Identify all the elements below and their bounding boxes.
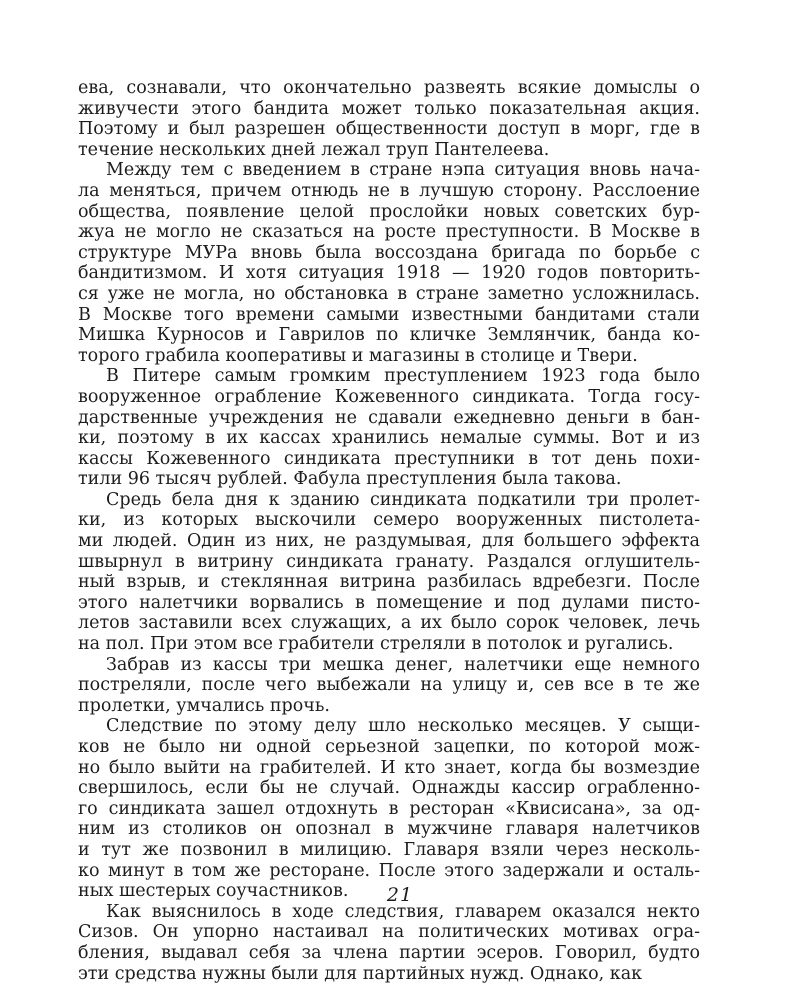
- text-line: ми людей. Один из них, не раздумывая, для большего эффекта: [78, 531, 700, 552]
- text-line: ла меняться, причем отнюдь не в лучшую сторону. Расслоение: [78, 180, 700, 201]
- text-line: тили 96 тысяч рублей. Фабула преступления была такова.: [78, 469, 622, 490]
- text-line: бандитизмом. И хотя ситуация 1918 — 1920 годов повторить-: [78, 263, 700, 284]
- text-line: В Москве того времени самыми известными бандитами стали: [78, 304, 700, 325]
- text-line: бления, выдавал себя за члена партии эсеров. Говорил, будто: [78, 942, 700, 963]
- text-line: ева, сознавали, что окончательно развеять всякие домыслы о: [78, 78, 700, 98]
- text-line: вооруженное ограбление Кожевенного синдиката. Тогда госу-: [78, 386, 700, 407]
- text-line: общества, появление целой прослойки новых советских бур-: [78, 201, 700, 222]
- text-line: торого грабила кооперативы и магазины в столице и Твери.: [78, 345, 638, 366]
- text-line: Поэтому и был разрешен общественности доступ в морг, где в: [78, 119, 700, 140]
- text-line: Как выяснилось в ходе следствия, главарем оказался некто: [106, 901, 700, 922]
- text-line: ки, поэтому в их кассах хранились немалые суммы. Вот и из: [78, 428, 700, 449]
- text-line: ки, из которых выскочили семеро вооруженных пистолета-: [78, 510, 700, 531]
- text-line: но было выйти на грабителей. И кто знает, когда бы возмездие: [78, 757, 700, 778]
- text-line: и тут же позвонил в милицию. Главаря взяли через несколь-: [78, 839, 700, 860]
- text-line: живучести этого бандита может только показательная акция.: [78, 98, 700, 119]
- text-line: Мишка Курносов и Гаврилов по кличке Землянчик, банда ко-: [78, 325, 700, 346]
- page-body: [78, 78, 700, 984]
- text-line: Средь бела дня к зданию синдиката подкатили три пролет-: [106, 489, 700, 510]
- text-line: Следствие по этому делу шло несколько месяцев. У сыщи-: [106, 716, 700, 737]
- text-line: этого налетчики ворвались в помещение и под дулами писто-: [78, 592, 700, 613]
- paragraph: [78, 366, 700, 490]
- text-line: Забрав из кассы три мешка денег, налетчики еще немного: [106, 654, 700, 675]
- text-line: ся уже не могла, но обстановка в стране заметно усложнилась.: [78, 283, 700, 304]
- text-line: постреляли, после чего выбежали на улицу и, сев все в те же: [78, 675, 700, 696]
- paragraph: [78, 655, 700, 717]
- text-line: дарственные учреждения не сдавали ежедневно деньги в бан-: [78, 407, 700, 428]
- paragraph: [78, 716, 700, 901]
- text-line: Сизов. Он упорно настаивал на политических мотивах огра-: [78, 922, 700, 943]
- text-line: ко минут в том же ресторане. После этого задержали и осталь-: [78, 860, 700, 881]
- text-line: ных шестерых соучастников.: [78, 881, 349, 902]
- text-line: го синдиката зашел отдохнуть в ресторан «Квисисана», за од-: [78, 798, 700, 819]
- text-line: кассы Кожевенного синдиката преступники в тот день похи-: [78, 448, 700, 469]
- text-line: структуре МУРа вновь была воссоздана бригада по борьбе с: [78, 242, 700, 263]
- text-line: летов заставили всех служащих, а их было сорок человек, лечь: [78, 613, 700, 634]
- text-line: жуа не могло не сказаться на росте преступности. В Москве в: [78, 222, 700, 243]
- page-number: 21: [386, 884, 414, 906]
- paragraph: [78, 78, 700, 160]
- text-line: эти средства нужны были для партийных нужд. Однако, как: [78, 963, 643, 984]
- paragraph: [78, 902, 700, 984]
- text-line: течение нескольких дней лежал труп Пантелеева.: [78, 139, 550, 160]
- text-line: Между тем с введением в стране нэпа ситуация вновь нача-: [106, 160, 700, 181]
- text-line: на пол. При этом все грабители стреляли в потолок и ругались.: [78, 634, 674, 655]
- paragraph: [78, 490, 700, 655]
- paragraph: [78, 160, 700, 366]
- text-line: пролетки, умчались прочь.: [78, 695, 330, 716]
- text-line: ним из столиков он опознал в мужчине главаря налетчиков: [78, 819, 700, 840]
- text-line: швырнул в витрину синдиката гранату. Раздался оглушитель-: [78, 551, 700, 572]
- text-line: ный взрыв, и стеклянная витрина разбилась вдребезги. После: [78, 572, 700, 593]
- text-line: свершилось, если бы не случай. Однажды кассир ограбленно-: [78, 778, 700, 799]
- text-line: В Питере самым громким преступлением 1923 года было: [106, 366, 700, 387]
- text-line: ков не было ни одной серьезной зацепки, по которой мож-: [78, 737, 700, 757]
